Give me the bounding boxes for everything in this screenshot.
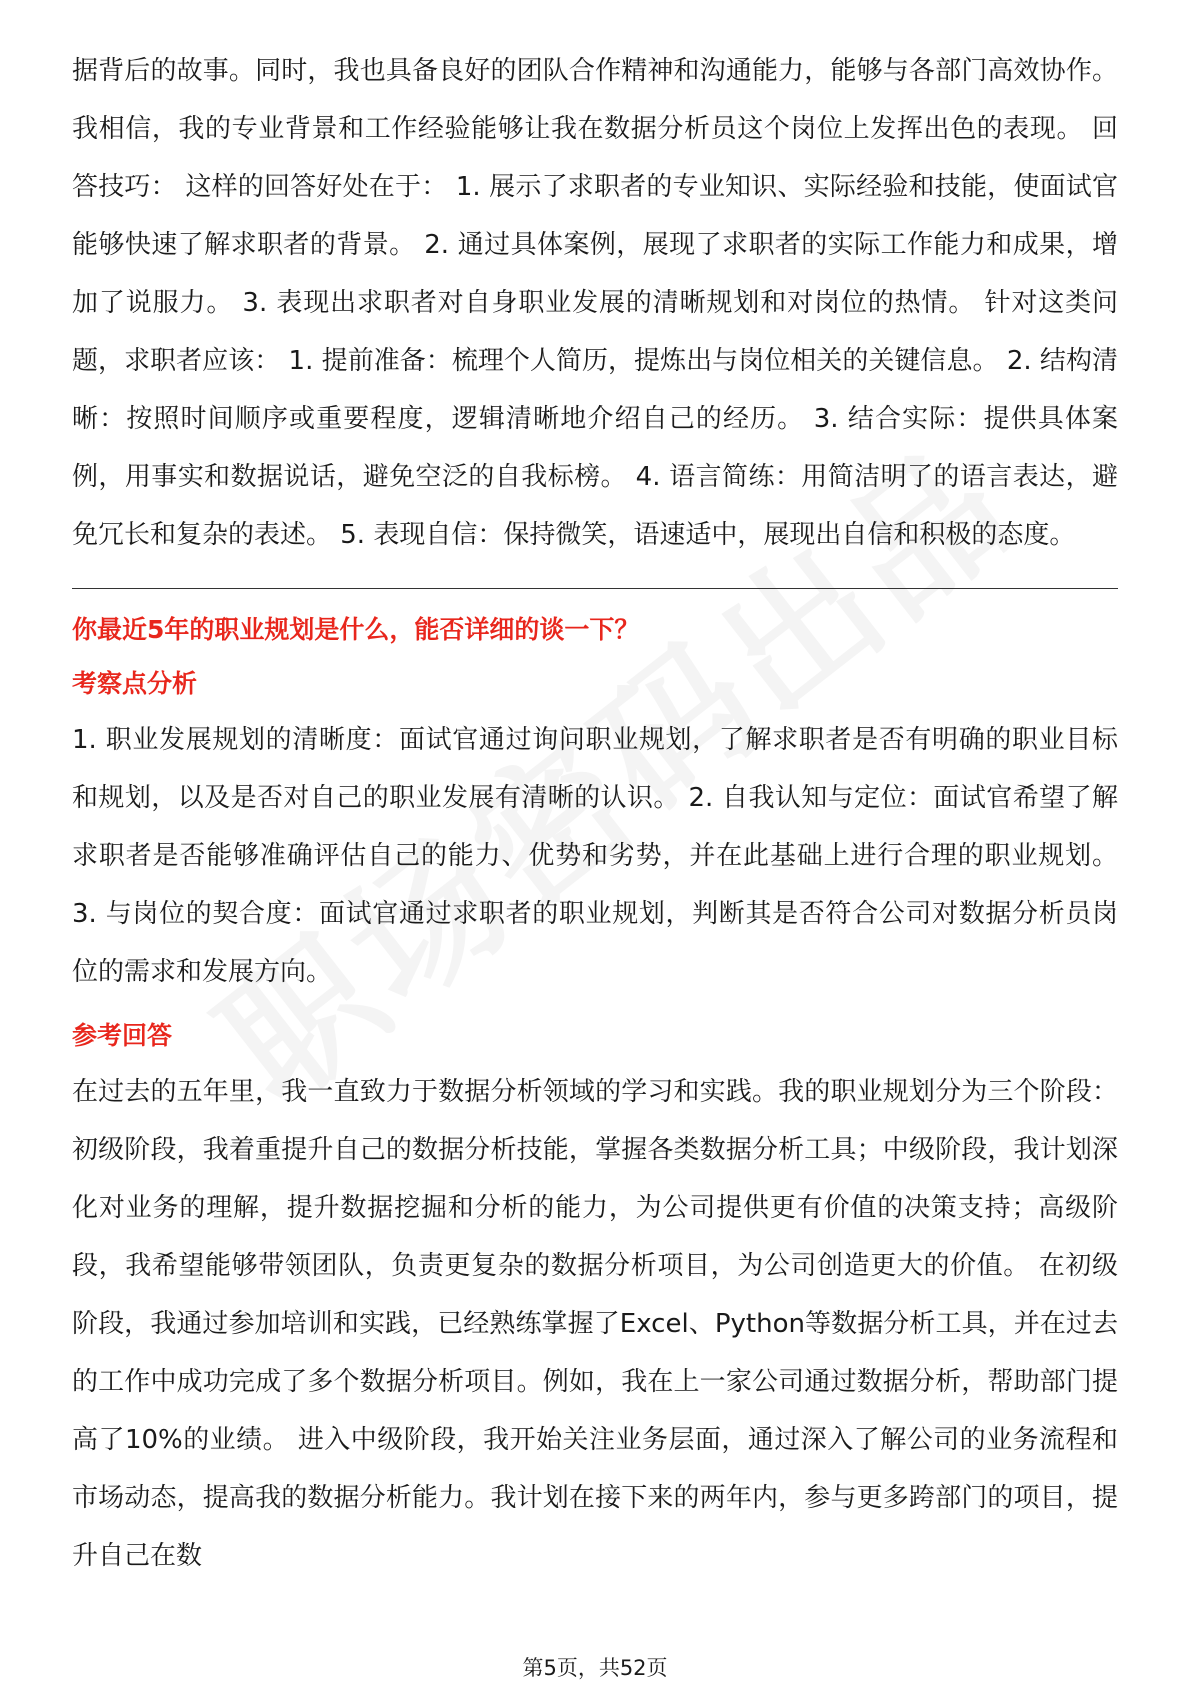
analysis-heading: 考察点分析 (72, 669, 198, 698)
answer-heading: 参考回答 (72, 1021, 173, 1050)
answer-body: 在过去的五年里，我一直致力于数据分析领域的学习和实践。我的职业规划分为三个阶段：初级阶段，我着重提升自己的数据分析技能，掌握各类数据分析工具；中级阶段，我计划深化对业务的理解，提升数据挖掘和分析的能力，为公司提供更有价值的决策支持；高级阶段，我希望能够带领团队，负责更复杂的数据分析项目，为公司创造更大的价值。 在初级阶段，我通过参加培训和实践，已经熟练掌握了Excel、Python等数据分析工具，并在过去的工作中成功完成了多个数据分析项目。例如，我在上一家公司通过数据分析，帮助部门提高了10%的业绩。 进入中级阶段，我开始关注业务层面，通过深入了解公司的业务流程和市场动态，提高我的数据分析能力。我计划在接下来的两年内，参与更多跨部门的项目，提升自己在数 (72, 1077, 1118, 1571)
question-title: 你最近5年的职业规划是什么，能否详细的谈一下？ (72, 615, 640, 644)
page-number: 第5页，共52页 (522, 1656, 668, 1680)
section-divider (72, 588, 1118, 589)
page-content (72, 42, 1118, 1585)
analysis-body: 1. 职业发展规划的清晰度：面试官通过询问职业规划，了解求职者是否有明确的职业目标和规划，以及是否对自己的职业发展有清晰的认识。 2. 自我认知与定位：面试官希望了解求职者是否能够准确评估自己的能力、优势和劣势，并在此基础上进行合理的职业规划。 3. 与岗位的契合度：面试官通过求职者的职业规划，判断其是否符合公司对数据分析员岗位的需求和发展方向。 (72, 725, 1118, 987)
spacer (72, 1001, 1118, 1009)
intro-paragraph: 据背后的故事。同时，我也具备良好的团队合作精神和沟通能力，能够与各部门高效协作。我相信，我的专业背景和工作经验能够让我在数据分析员这个岗位上发挥出色的表现。 回答技巧： 这样的回答好处在于： 1. 展示了求职者的专业知识、实际经验和技能，使面试官能够快速了解求职者的背景。 2. 通过具体案例，展现了求职者的实际工作能力和成果，增加了说服力。 3. 表现出求职者对自身职业发展的清晰规划和对岗位的热情。 针对这类问题，求职者应该： 1. 提前准备：梳理个人简历，提炼出与岗位相关的关键信息。 2. 结构清晰：按照时间顺序或重要程度，逻辑清晰地介绍自己的经历。 3. 结合实际：提供具体案例，用事实和数据说话，避免空泛的自我标榜。 4. 语言简练：用简洁明了的语言表达，避免冗长和复杂的表述。 5. 表现自信：保持微笑，语速适中，展现出自信和积极的态度。 (72, 56, 1118, 550)
